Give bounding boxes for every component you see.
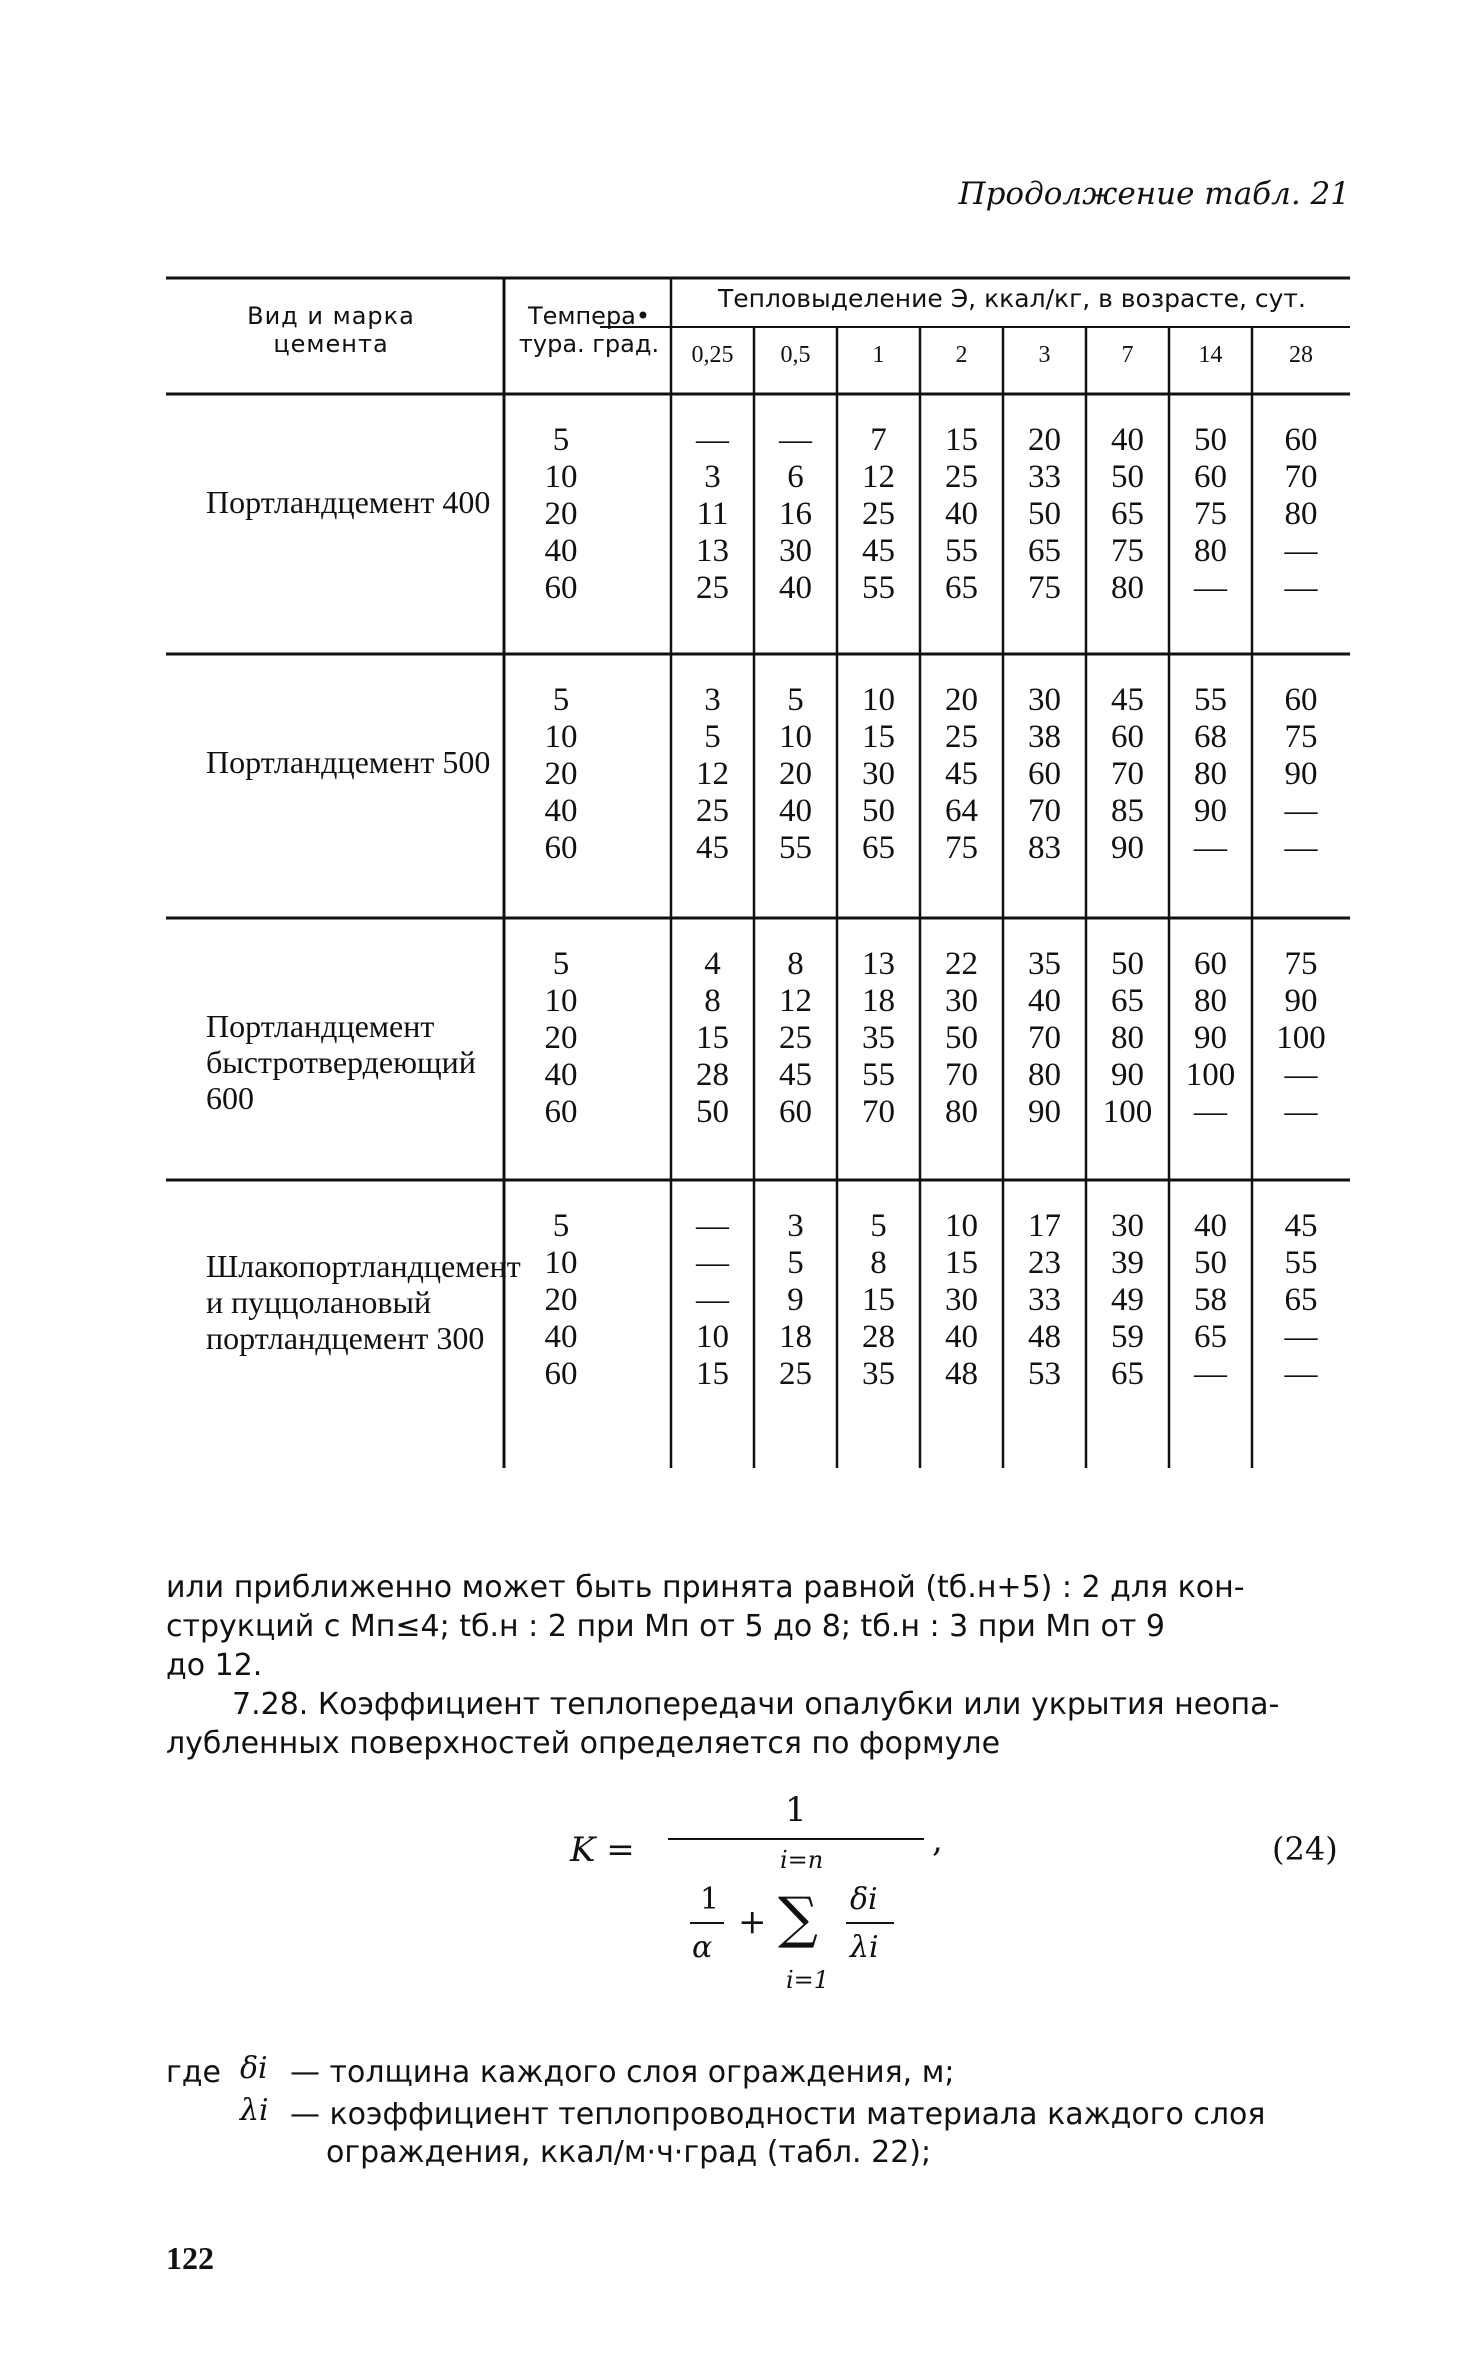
heat-value-cell: 11 (696, 496, 729, 532)
temperature-cell: 40 (544, 1319, 578, 1355)
heat-value-cell: 55 (779, 830, 812, 866)
temperature-cell: 40 (544, 1057, 578, 1093)
header-temperature: Темпера• тура. град. (518, 302, 660, 358)
heat-value-cell: 100 (1276, 1020, 1326, 1056)
heat-value-cell: 30 (945, 983, 978, 1019)
heat-value-cell: 45 (1284, 1208, 1318, 1244)
heat-value-cell: 50 (696, 1094, 729, 1130)
heat-value-cell: 15 (696, 1020, 729, 1056)
heat-value-cell: — (1284, 793, 1318, 829)
heat-value-cell: 33 (1028, 459, 1061, 495)
heat-value-cell: — (1284, 1356, 1318, 1392)
heat-value-cell: 60 (1194, 459, 1227, 495)
heat-value-cell: 60 (1028, 756, 1061, 792)
heat-value-cell: 50 (862, 793, 895, 829)
heat-value-cell: — (1284, 533, 1318, 569)
heat-value-cell: — (1194, 570, 1227, 606)
heat-value-cell: 9 (787, 1282, 804, 1318)
heat-value-cell: 12 (696, 756, 729, 792)
heat-value-cell: 90 (1111, 830, 1144, 866)
header-type: Вид и марка цемента (247, 302, 415, 358)
cement-type-name: Портландцемент 400 (206, 484, 491, 520)
paragraph-line: до 12. (166, 1648, 263, 1683)
heat-value-cell: 30 (779, 533, 812, 569)
heat-value-cell: 10 (696, 1319, 729, 1355)
heat-value-cell: 75 (1111, 533, 1144, 569)
temperature-cell: 60 (544, 830, 578, 866)
heat-value-cell: 65 (1028, 533, 1061, 569)
cement-type-name: Шлакопортландцемент и пуццолановый портландцемент 300 (206, 1248, 521, 1356)
legend-delta-symbol: δi (240, 2051, 268, 2086)
age-header: 0,25 (691, 342, 734, 368)
heat-value-cell: 40 (945, 496, 978, 532)
heat-value-cell: 13 (862, 946, 895, 982)
heat-value-cell: 90 (1284, 983, 1318, 1019)
heat-value-cell: — (696, 1282, 729, 1318)
heat-value-cell: 70 (1111, 756, 1144, 792)
heat-value-cell: 55 (862, 1057, 895, 1093)
heat-value-cell: 100 (1102, 1094, 1153, 1130)
formula-lambda: λi (850, 1930, 879, 1965)
heat-value-cell: 15 (945, 422, 978, 458)
heat-value-cell: — (1194, 1094, 1227, 1130)
heat-value-cell: 45 (779, 1057, 812, 1093)
sigma-symbol: ∑ (778, 1886, 818, 1951)
equation-number: (24) (1272, 1830, 1338, 1868)
temperature-cell: 5 (552, 1208, 570, 1244)
heat-value-cell: 30 (1111, 1208, 1144, 1244)
heat-value-cell: 80 (1194, 533, 1227, 569)
age-header: 0,5 (780, 342, 811, 368)
heat-value-cell: 16 (779, 496, 812, 532)
formula-numerator: 1 (785, 1790, 807, 1830)
heat-value-cell: 17 (1028, 1208, 1061, 1244)
heat-value-cell: — (1284, 830, 1318, 866)
heat-value-cell: 80 (1194, 983, 1227, 1019)
heat-value-cell: 59 (1111, 1319, 1144, 1355)
heat-value-cell: 28 (696, 1057, 729, 1093)
paragraph-line: лубленных поверхностей определяется по формуле (166, 1726, 1001, 1761)
heat-value-cell: 40 (779, 793, 812, 829)
temperature-cell: 20 (544, 496, 578, 532)
heat-value-cell: 38 (1028, 719, 1061, 755)
temperature-cell: 10 (544, 459, 578, 495)
heat-value-cell: 25 (945, 459, 978, 495)
heat-value-cell: 3 (704, 459, 721, 495)
heat-value-cell: 90 (1194, 793, 1227, 829)
heat-value-cell: 65 (1284, 1282, 1318, 1318)
heat-value-cell: — (1194, 830, 1227, 866)
heat-value-cell: 33 (1028, 1282, 1061, 1318)
heat-value-cell: 100 (1185, 1057, 1236, 1093)
formula-delta: δi (850, 1882, 878, 1917)
heat-value-cell: 15 (862, 719, 895, 755)
heat-value-cell: 40 (1111, 422, 1144, 458)
heat-value-cell: 25 (696, 793, 729, 829)
temperature-cell: 20 (544, 756, 578, 792)
heat-value-cell: 45 (945, 756, 978, 792)
heat-value-cell: 5 (870, 1208, 887, 1244)
heat-value-cell: 49 (1111, 1282, 1144, 1318)
heat-value-cell: 70 (862, 1094, 895, 1130)
temperature-cell: 60 (544, 570, 578, 606)
heat-value-cell: 40 (1028, 983, 1061, 1019)
inner-fraction-bar (690, 1922, 724, 1924)
heat-value-cell: 35 (862, 1356, 895, 1392)
heat-value-cell: 85 (1111, 793, 1144, 829)
heat-value-cell: 80 (1111, 570, 1144, 606)
heat-value-cell: 50 (1194, 422, 1227, 458)
heat-value-cell: 64 (945, 793, 978, 829)
heat-value-cell: 80 (1028, 1057, 1061, 1093)
legend-delta-text: — толщина каждого слоя ограждения, м; (290, 2055, 955, 2090)
heat-value-cell: 39 (1111, 1245, 1144, 1281)
heat-value-cell: 70 (1028, 793, 1061, 829)
heat-value-cell: 90 (1028, 1094, 1061, 1130)
heat-value-cell: 40 (1194, 1208, 1227, 1244)
heat-value-cell: 15 (696, 1356, 729, 1392)
heat-value-cell: 55 (1284, 1245, 1318, 1281)
temperature-cell: 40 (544, 533, 578, 569)
heat-value-cell: 55 (945, 533, 978, 569)
heat-value-cell: 50 (945, 1020, 978, 1056)
heat-value-cell: 70 (1028, 1020, 1061, 1056)
heat-value-cell: 80 (945, 1094, 978, 1130)
temperature-cell: 5 (552, 682, 570, 718)
table-caption: Продолжение табл. 21 (958, 176, 1350, 212)
heat-value-cell: 75 (945, 830, 978, 866)
heat-value-cell: 48 (945, 1356, 978, 1392)
heat-release-table (166, 272, 1350, 1468)
heat-value-cell: 3 (704, 682, 721, 718)
heat-value-cell: 7 (870, 422, 887, 458)
heat-value-cell: 25 (945, 719, 978, 755)
heat-value-cell: 35 (1028, 946, 1061, 982)
heat-value-cell: 75 (1284, 719, 1318, 755)
heat-value-cell: 65 (1111, 496, 1144, 532)
heat-value-cell: 10 (779, 719, 812, 755)
heat-value-cell: 90 (1194, 1020, 1227, 1056)
heat-value-cell: 10 (862, 682, 895, 718)
heat-value-cell: 22 (945, 946, 978, 982)
heat-value-cell: 10 (945, 1208, 978, 1244)
heat-value-cell: — (696, 422, 729, 458)
formula-plus: + (738, 1902, 767, 1942)
heat-value-cell: 50 (1194, 1245, 1227, 1281)
heat-value-cell: 65 (1111, 983, 1144, 1019)
heat-value-cell: 48 (1028, 1319, 1061, 1355)
temperature-cell: 60 (544, 1356, 578, 1392)
heat-value-cell: 58 (1194, 1282, 1227, 1318)
heat-value-cell: 5 (787, 682, 804, 718)
fraction-bar (668, 1838, 924, 1840)
heat-value-cell: 30 (862, 756, 895, 792)
age-header: 3 (1038, 342, 1051, 368)
heat-value-cell: 20 (1028, 422, 1061, 458)
sum-upper-limit: i=n (780, 1846, 824, 1874)
heat-value-cell: 50 (1111, 946, 1144, 982)
heat-value-cell: 53 (1028, 1356, 1061, 1392)
cement-type-name: Портландцемент 500 (206, 744, 491, 780)
legend-where: где (166, 2055, 221, 2090)
heat-value-cell: 60 (1194, 946, 1227, 982)
heat-value-cell: 12 (779, 983, 812, 1019)
heat-value-cell: 25 (779, 1020, 812, 1056)
age-header: 7 (1121, 342, 1134, 368)
heat-value-cell: 55 (862, 570, 895, 606)
heat-value-cell: 80 (1194, 756, 1227, 792)
heat-value-cell: 18 (862, 983, 895, 1019)
heat-value-cell: 5 (787, 1245, 804, 1281)
heat-value-cell: 60 (1284, 422, 1318, 458)
heat-value-cell: 20 (779, 756, 812, 792)
temperature-cell: 5 (552, 946, 570, 982)
heat-value-cell: 3 (787, 1208, 804, 1244)
heat-value-cell: 65 (945, 570, 978, 606)
temperature-cell: 40 (544, 793, 578, 829)
heat-value-cell: 8 (704, 983, 721, 1019)
heat-value-cell: 60 (779, 1094, 812, 1130)
heat-value-cell: 4 (704, 946, 721, 982)
heat-value-cell: 13 (696, 533, 729, 569)
formula-comma: , (932, 1820, 943, 1860)
heat-value-cell: 75 (1028, 570, 1061, 606)
heat-value-cell: — (1284, 570, 1318, 606)
age-header: 2 (955, 342, 968, 368)
heat-value-cell: 50 (1111, 459, 1144, 495)
paragraph-line: 7.28. Коэффициент теплопередачи опалубки или укрытия неопа- (232, 1687, 1280, 1722)
age-header: 1 (872, 342, 885, 368)
heat-value-cell: 45 (696, 830, 729, 866)
age-header: 28 (1289, 342, 1313, 368)
temperature-cell: 10 (544, 1245, 578, 1281)
heat-value-cell: 40 (945, 1319, 978, 1355)
heat-value-cell: 5 (704, 719, 721, 755)
heat-value-cell: 25 (696, 570, 729, 606)
formula-lhs: K = (570, 1830, 635, 1870)
temperature-cell: 10 (544, 983, 578, 1019)
age-header: 14 (1198, 342, 1223, 368)
heat-value-cell: — (1284, 1319, 1318, 1355)
heat-value-cell: — (779, 422, 812, 458)
legend-lambda-text-cont: ограждения, ккал/м·ч·град (табл. 22); (326, 2135, 932, 2170)
heat-value-cell: 65 (862, 830, 895, 866)
cement-type-name: Портландцемент быстротвердеющий 600 (206, 1008, 476, 1116)
heat-value-cell: 6 (787, 459, 804, 495)
heat-value-cell: 35 (862, 1020, 895, 1056)
heat-value-cell: 45 (1111, 682, 1144, 718)
heat-value-cell: — (696, 1208, 729, 1244)
heat-value-cell: 80 (1111, 1020, 1144, 1056)
heat-value-cell: 30 (1028, 682, 1061, 718)
heat-value-cell: 12 (862, 459, 895, 495)
heat-value-cell: 20 (945, 682, 978, 718)
temperature-cell: 5 (552, 422, 570, 458)
heat-value-cell: — (1284, 1094, 1318, 1130)
heat-value-cell: 75 (1284, 946, 1318, 982)
heat-value-cell: 60 (1284, 682, 1318, 718)
paragraph-line: или приближенно может быть принята равной (tб.н+5) : 2 для кон- (166, 1570, 1245, 1605)
heat-value-cell: 40 (779, 570, 812, 606)
heat-value-cell: — (1284, 1057, 1318, 1093)
temperature-cell: 10 (544, 719, 578, 755)
heat-value-cell: 65 (1111, 1356, 1144, 1392)
temperature-cell: 20 (544, 1282, 578, 1318)
sum-lower-limit: i=1 (786, 1966, 830, 1994)
header-heat-release: Тепловыделение Э, ккал/кг, в возрасте, сут. (718, 284, 1306, 313)
heat-value-cell: 68 (1194, 719, 1227, 755)
page-number: 122 (166, 2240, 214, 2276)
heat-value-cell: 25 (779, 1356, 812, 1392)
heat-value-cell: 75 (1194, 496, 1227, 532)
heat-value-cell: 55 (1194, 682, 1227, 718)
heat-value-cell: 28 (862, 1319, 895, 1355)
temperature-cell: 20 (544, 1020, 578, 1056)
heat-value-cell: 65 (1194, 1319, 1227, 1355)
heat-value-cell: 70 (1284, 459, 1318, 495)
heat-value-cell: 70 (945, 1057, 978, 1093)
heat-value-cell: 80 (1284, 496, 1318, 532)
heat-value-cell: 23 (1028, 1245, 1061, 1281)
formula-one: 1 (700, 1882, 720, 1917)
heat-value-cell: — (1194, 1356, 1227, 1392)
heat-value-cell: 30 (945, 1282, 978, 1318)
heat-value-cell: 8 (787, 946, 804, 982)
heat-value-cell: 15 (945, 1245, 978, 1281)
delta-lambda-bar (846, 1922, 894, 1924)
heat-value-cell: 90 (1284, 756, 1318, 792)
legend-lambda-symbol: λi (240, 2093, 269, 2128)
formula-alpha: α (692, 1930, 713, 1965)
heat-value-cell: 8 (870, 1245, 887, 1281)
heat-transfer-formula (560, 1790, 1360, 2010)
paragraph-line: струкций с Mп≤4; tб.н : 2 при Mп от 5 до 8; tб.н : 3 при Mп от 9 (166, 1609, 1165, 1644)
legend-lambda-text: — коэффициент теплопроводности материала каждого слоя (290, 2097, 1266, 2132)
heat-value-cell: 90 (1111, 1057, 1144, 1093)
heat-value-cell: 45 (862, 533, 895, 569)
heat-value-cell: 18 (779, 1319, 812, 1355)
heat-value-cell: — (696, 1245, 729, 1281)
heat-value-cell: 83 (1028, 830, 1061, 866)
heat-value-cell: 50 (1028, 496, 1061, 532)
heat-value-cell: 15 (862, 1282, 895, 1318)
heat-value-cell: 25 (862, 496, 895, 532)
heat-value-cell: 60 (1111, 719, 1144, 755)
temperature-cell: 60 (544, 1094, 578, 1130)
